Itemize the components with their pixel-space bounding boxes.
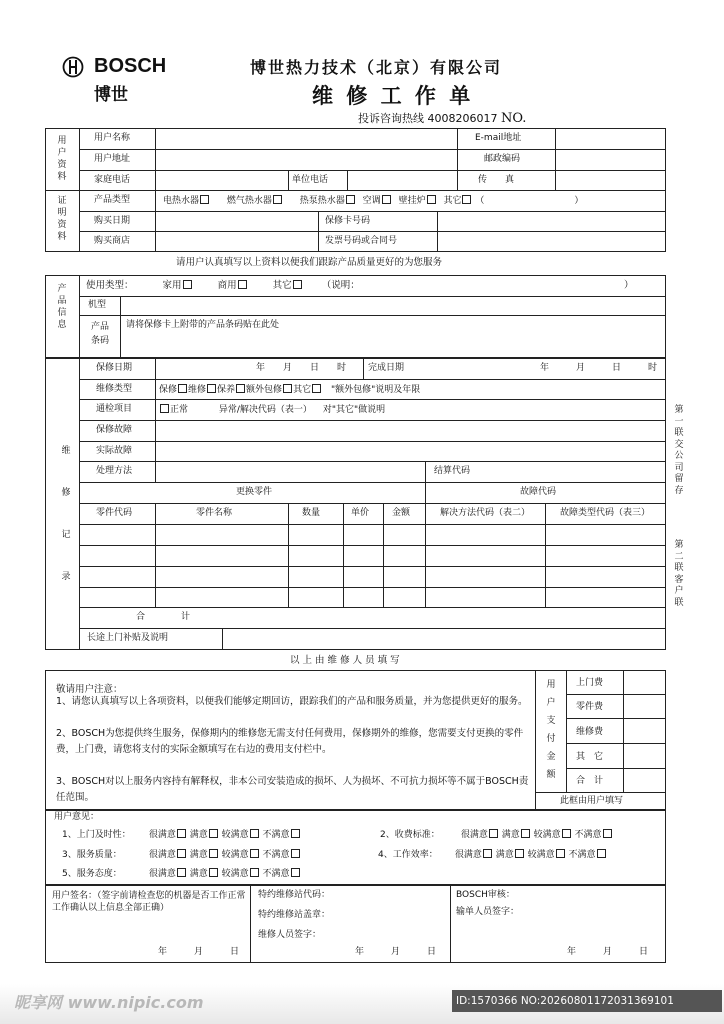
level-very: 很满意 [148, 850, 176, 860]
email-label: E-mail地址 [475, 133, 522, 143]
settle-code-label: 结算代码 [434, 466, 471, 476]
q1-ok-checkbox[interactable] [209, 829, 218, 838]
pay-repair-fee: 维修费 [576, 727, 604, 737]
repair-type-label: 维修类型 [96, 384, 133, 394]
use-home: 家用 [162, 280, 182, 291]
buy-date-label: 购买日期 [94, 216, 131, 226]
q2-bad-checkbox[interactable] [603, 829, 612, 838]
level-very: 很满意 [148, 830, 176, 840]
user-name-label: 用户名称 [94, 133, 131, 143]
level-fair: 较满意 [527, 850, 555, 860]
fax-label: 传 真 [478, 175, 515, 185]
type-ac: 空调 [362, 196, 381, 206]
notice-repair-fill: 以 上 由 维 修 人 员 填 写 [290, 655, 400, 666]
col-price: 单价 [351, 508, 370, 518]
col-solution-code: 解决方法代码（表二） [440, 508, 531, 518]
hotline-text: 投诉咨询热线 4008206017 [358, 112, 498, 125]
level-very: 很满意 [148, 869, 176, 879]
invoice-no-label: 发票号码或合同号 [325, 236, 398, 246]
postcode-label: 邮政编码 [484, 154, 521, 164]
repair-type-options [159, 384, 420, 396]
station-code-label: 特约维修站代码： [258, 890, 331, 900]
product-type-label: 产品类型 [94, 195, 131, 205]
col-qty: 数量 [302, 508, 321, 518]
level-bad: 不满意 [262, 830, 290, 840]
use-type-label: 使用类型： [86, 280, 134, 291]
notice-fill-info: 请用户认真填写以上资料以便我们跟踪产品质量更好的为您服务 [176, 257, 443, 268]
product-type-options [163, 195, 583, 207]
check-normal: 正常 [170, 405, 189, 415]
input-sign-label: 输单人员签字： [456, 907, 520, 917]
rt-other-checkbox[interactable] [312, 384, 321, 393]
work-phone-label: 单位电话 [292, 175, 329, 185]
total-label: 合 计 [136, 612, 191, 622]
payment-note: 此框由用户填写 [560, 796, 624, 806]
bosch-review-label: BOSCH审核： [456, 890, 515, 900]
level-fair: 较满意 [221, 830, 249, 840]
level-ok: 满意 [189, 850, 208, 860]
rt-repair: 维修 [188, 385, 207, 395]
company-name: 博世热力技术（北京）有限公司 [250, 58, 503, 77]
check-item-label: 通检项目 [96, 404, 133, 414]
watermark-right: ID:1570366 NO:20260801172031369101 [452, 990, 722, 1012]
q4-fair-checkbox[interactable] [556, 849, 565, 858]
q-attitude: 5、服务态度： [62, 869, 122, 879]
rt-maintain: 保养 [217, 385, 236, 395]
q3-very-checkbox[interactable] [177, 849, 186, 858]
level-ok: 满意 [501, 830, 520, 840]
repair-date-ymdt: 年 月 日 时 [256, 363, 347, 373]
q5-very-checkbox[interactable] [177, 868, 186, 877]
use-home-checkbox[interactable] [183, 280, 192, 289]
rt-other: 其它 [293, 385, 312, 395]
brand-name: BOSCH [94, 55, 167, 77]
warranty-no-label: 保修卡号码 [325, 216, 371, 226]
type-boiler: 壁挂炉 [398, 196, 426, 206]
barcode-hint: 请将保修卡上附带的产品条码贴在此处 [126, 320, 280, 330]
pay-visit-fee: 上门费 [576, 678, 604, 688]
rt-extra-note: "额外包修"说明及年限 [330, 385, 421, 395]
model-label: 机型 [88, 300, 107, 310]
level-fair: 较满意 [221, 850, 249, 860]
q2-fair-checkbox[interactable] [562, 829, 571, 838]
worker-sign-date: 年 月 日 [355, 947, 437, 957]
notes-para-1: 1、请您认真填写以上各项资料，以便我们能够定期回访，跟踪我们的产品和服务质量，并为您提供更好的服务。 [56, 696, 528, 707]
done-date-label: 完成日期 [368, 363, 405, 373]
type-ac-checkbox[interactable] [382, 195, 391, 204]
check-abnormal: 异常/解决代码（表一） [218, 405, 312, 415]
opinion-title: 用户意见： [54, 812, 100, 822]
rt-maintain-checkbox[interactable] [236, 384, 245, 393]
use-commercial-checkbox[interactable] [238, 280, 247, 289]
pay-parts-fee: 零件费 [576, 702, 604, 712]
fault-label: 保修故障 [96, 425, 133, 435]
type-electric-checkbox[interactable] [200, 195, 209, 204]
user-sign-date: 年 月 日 [158, 947, 240, 957]
level-bad: 不满意 [568, 850, 596, 860]
q5-ok-checkbox[interactable] [209, 868, 218, 877]
proof-section-label: 证明资料 [57, 196, 67, 242]
copy1-label: 第一联 交公司留存 [674, 405, 693, 496]
check-normal-checkbox[interactable] [160, 404, 169, 413]
q1-very-checkbox[interactable] [177, 829, 186, 838]
use-type-row [86, 280, 360, 291]
col-fault-type-code: 故障类型代码（表三） [560, 508, 651, 518]
opinion-row-4 [378, 849, 607, 861]
type-boiler-checkbox[interactable] [427, 195, 436, 204]
col-part-code: 零件代码 [96, 508, 133, 518]
rt-extra: 额外包修 [246, 385, 283, 395]
level-ok: 满意 [189, 869, 208, 879]
q2-very-checkbox[interactable] [489, 829, 498, 838]
watermark-left: 昵享网 www.nipic.com [14, 993, 204, 1012]
level-ok: 满意 [495, 850, 514, 860]
opinion-row-5 [62, 868, 301, 880]
worker-sign-label: 维修人员签字： [258, 930, 322, 940]
long-trip-label: 长途上门补贴及说明 [87, 633, 169, 643]
check-other-note: 对"其它"做说明 [322, 405, 386, 415]
home-phone-label: 家庭电话 [94, 175, 131, 185]
use-commercial: 商用 [217, 280, 237, 291]
rt-extra-checkbox[interactable] [283, 384, 292, 393]
pay-total: 合 计 [576, 776, 604, 786]
bosch-logo [62, 56, 84, 82]
level-bad: 不满意 [574, 830, 602, 840]
q4-bad-checkbox[interactable] [597, 849, 606, 858]
q-quality: 3、服务质量： [62, 850, 122, 860]
col-part-name: 零件名称 [196, 508, 233, 518]
type-other: 其它 [443, 196, 462, 206]
q3-bad-checkbox[interactable] [291, 849, 300, 858]
barcode-label: 产品条码 [90, 322, 109, 346]
user-address-label: 用户地址 [94, 154, 131, 164]
q3-ok-checkbox[interactable] [209, 849, 218, 858]
opinion-row-2 [380, 829, 613, 841]
method-label: 处理方法 [96, 466, 133, 476]
repair-section-label: 维修记录 [61, 446, 71, 582]
q5-fair-checkbox[interactable] [250, 868, 259, 877]
col-amount: 金额 [392, 508, 411, 518]
level-bad: 不满意 [262, 850, 290, 860]
user-info-section-label: 用户资料 [57, 136, 67, 182]
check-item-options [159, 404, 385, 416]
q-efficiency: 4、工作效率： [378, 850, 438, 860]
type-heatpump-checkbox[interactable] [346, 195, 355, 204]
rt-warranty: 保修 [159, 385, 178, 395]
q4-very-checkbox[interactable] [483, 849, 492, 858]
bosch-armature-icon [62, 56, 84, 78]
level-bad: 不满意 [262, 869, 290, 879]
use-remark: （说明： [321, 280, 360, 291]
use-other: 其它 [272, 280, 292, 291]
level-very: 很满意 [460, 830, 488, 840]
notes-title: 敬请用户注意： [56, 684, 123, 695]
payment-section-label: 用户支付金额 [546, 680, 556, 780]
level-ok: 满意 [189, 830, 208, 840]
notes-para-2: 2、BOSCH为您提供终生服务，保修期内的维修您无需支付任何费用，保修期外的维修，您需要支付更换的零件费，上门费，请您将支付的实际金额填写在右边的费用支付栏中。 [56, 728, 524, 755]
copy2-label: 第二联 客户联 [674, 540, 693, 608]
hotline [358, 110, 526, 126]
type-gas-checkbox[interactable] [273, 195, 282, 204]
user-sign-label: 用户签名：（签字前请检查您的机器是否工作正常工作确认以上信息全部正确） [52, 891, 246, 913]
q4-ok-checkbox[interactable] [515, 849, 524, 858]
product-info-section-label: 产品信息 [57, 284, 67, 330]
q-fee: 2、收费标准： [380, 830, 440, 840]
use-other-checkbox[interactable] [293, 280, 302, 289]
no-label: NO. [500, 111, 527, 126]
q1-bad-checkbox[interactable] [291, 829, 300, 838]
level-very: 很满意 [454, 850, 482, 860]
type-other-checkbox[interactable] [462, 195, 471, 204]
q2-ok-checkbox[interactable] [521, 829, 530, 838]
actual-fault-label: 实际故障 [96, 446, 133, 456]
notes-para-3: 3、BOSCH对以上服务内容持有解释权，非本公司安装造成的损坏、人为损坏、不可抗力损坏等不属于BOSCH责任范围。 [56, 776, 529, 803]
pay-other-fee: 其 它 [576, 752, 604, 762]
brand-name-cn: 博世 [94, 85, 128, 105]
q-timeliness: 1、上门及时性： [62, 830, 131, 840]
q3-fair-checkbox[interactable] [250, 849, 259, 858]
review-date: 年 月 日 [567, 947, 649, 957]
buy-store-label: 购买商店 [94, 236, 131, 246]
level-fair: 较满意 [533, 830, 561, 840]
form-title: 维 修 工 作 单 [312, 83, 474, 108]
done-date-ymdt: 年 月 日 时 [540, 363, 658, 373]
opinion-row-3 [62, 849, 301, 861]
use-remark-end: ） [624, 280, 634, 291]
q5-bad-checkbox[interactable] [291, 868, 300, 877]
station-seal-label: 特约维修站盖章： [258, 910, 331, 920]
type-gas: 燃气热水器 [226, 196, 272, 206]
q1-fair-checkbox[interactable] [250, 829, 259, 838]
rt-repair-checkbox[interactable] [207, 384, 216, 393]
type-electric: 电热水器 [163, 196, 200, 206]
parts-header: 更换零件 [236, 487, 273, 497]
type-other-paren: （ ） [475, 196, 584, 206]
rt-warranty-checkbox[interactable] [178, 384, 187, 393]
level-fair: 较满意 [221, 869, 249, 879]
fault-code-header: 故障代码 [520, 487, 557, 497]
type-heatpump: 热泵热水器 [299, 196, 345, 206]
repair-date-label: 保修日期 [96, 363, 133, 373]
opinion-row-1 [62, 829, 301, 841]
